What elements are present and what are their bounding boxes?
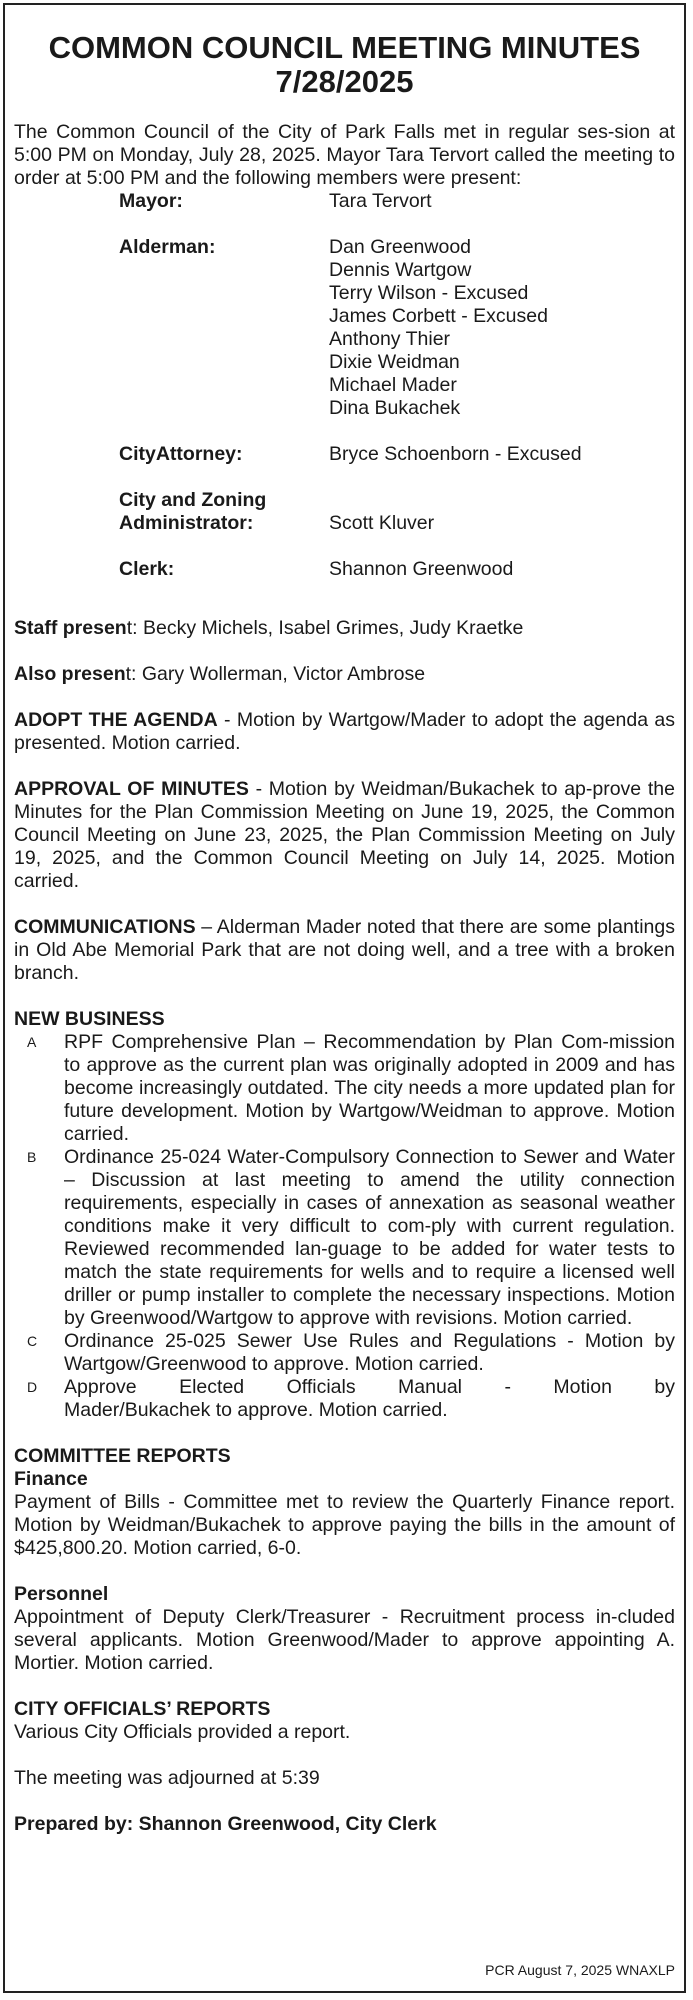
- item-text: Ordinance 25-025 Sewer Use Rules and Regulations - Motion by Wartgow/Greenwood to approve. Motion carried.: [64, 1330, 675, 1375]
- city-officials-text: Various City Officials provided a report.: [14, 1721, 351, 1743]
- also-present: [14, 663, 675, 686]
- roster-value: Dixie Weidman: [329, 351, 460, 373]
- list-item: [14, 1376, 675, 1422]
- committee-reports-heading: COMMITTEE REPORTS: [14, 1445, 231, 1467]
- roster-row-clerk: [119, 558, 675, 581]
- roster-row-city-attorney: [119, 443, 675, 466]
- roster-label: CityAttorney:: [119, 443, 243, 465]
- personnel-heading: Personnel: [14, 1583, 109, 1605]
- attendance-roster: [119, 190, 675, 581]
- roster-value: Dennis Wartgow: [329, 259, 472, 281]
- also-label: Also presen: [14, 663, 126, 685]
- roster-value: Anthony Thier: [329, 328, 451, 350]
- also-label-suffix: t:: [125, 663, 142, 685]
- roster-value: Dan Greenwood: [329, 236, 472, 258]
- staff-present: [14, 617, 675, 640]
- finance-text: Payment of Bills - Committee met to review the Quarterly Finance report. Motion by Weidman/Bukachek to approve paying the bills in the amount of $425,800.20. Motion carried, 6-0.: [14, 1491, 675, 1559]
- roster-row-mayor: [119, 190, 675, 213]
- section-heading: COMMUNICATIONS: [14, 916, 196, 938]
- title-line-1: COMMON COUNCIL MEETING MINUTES: [48, 30, 641, 65]
- title-date: 7/28/2025: [275, 64, 414, 99]
- roster-value: Shannon Greenwood: [329, 558, 514, 580]
- publication-footer: PCR August 7, 2025 WNAXLP: [485, 1962, 675, 1978]
- section-heading: APPROVAL OF MINUTES: [14, 778, 249, 800]
- roster-values: [329, 489, 675, 535]
- roster-values: [329, 443, 675, 466]
- roster-label: Alderman:: [119, 236, 216, 258]
- item-letter: D: [27, 1379, 38, 1395]
- list-item: [14, 1031, 675, 1146]
- adopt-agenda-section: [14, 709, 675, 755]
- roster-row-alderman: [119, 236, 675, 420]
- roster-row-zoning-administrator: [119, 489, 675, 535]
- page-title: [14, 31, 675, 99]
- item-text-line: Approve Elected Officials Manual - Motion by: [64, 1376, 675, 1398]
- section-text: - Motion by Weidman/Bukachek to ap-prove the Minutes for the Plan Commission Meeting on June 19, 2025, the Common Council Meeting on June 23, 2025, the Plan Commission Meeting on July 19, 2025, and the Common Council Meeting on July 14, 2025. Motion carried.: [14, 778, 675, 892]
- staff-names: Becky Michels, Isabel Grimes, Judy Kraetke: [142, 617, 524, 639]
- item-letter: A: [27, 1034, 37, 1050]
- roster-value: Bryce Schoenborn - Excused: [329, 443, 582, 465]
- item-letter: B: [27, 1149, 37, 1165]
- roster-value: Michael Mader: [329, 374, 457, 396]
- approval-minutes-section: [14, 778, 675, 893]
- roster-label: Clerk:: [119, 558, 175, 580]
- list-item: [14, 1146, 675, 1330]
- section-heading: ADOPT THE AGENDA: [14, 709, 218, 731]
- city-officials-heading: CITY OFFICIALS’ REPORTS: [14, 1698, 271, 1720]
- personnel-text: Appointment of Deputy Clerk/Treasurer - Recruitment process in-cluded several applicants. Motion Greenwood/Mader to approve appointing A. Mortier. Motion carried.: [14, 1606, 675, 1674]
- communications-section: [14, 916, 675, 985]
- section-text: – Alderman Mader noted that there are some plantings in Old Abe Memorial Park that are not doing well, and a tree with a broken branch.: [14, 916, 675, 984]
- list-item: [14, 1330, 675, 1376]
- roster-label: Mayor:: [119, 190, 183, 212]
- prepared-by: Prepared by: Shannon Greenwood, City Clerk: [14, 1813, 437, 1835]
- staff-label: Staff presen: [14, 617, 127, 639]
- staff-label-suffix: t:: [126, 617, 143, 639]
- new-business-list: [14, 1031, 675, 1422]
- roster-label-line: Administrator:: [119, 512, 254, 534]
- finance-heading: Finance: [14, 1468, 88, 1490]
- item-text: [64, 1376, 675, 1422]
- roster-values: [329, 236, 675, 420]
- roster-value: Terry Wilson - Excused: [329, 282, 529, 304]
- section-text: - Motion by Wartgow/Mader to adopt the agenda as presented. Motion carried.: [14, 709, 675, 754]
- document-frame: [3, 3, 686, 1993]
- adjourned-text: The meeting was adjourned at 5:39: [14, 1767, 320, 1789]
- intro-paragraph: The Common Council of the City of Park Falls met in regular ses-sion at 5:00 PM on Monday, July 28, 2025. Mayor Tara Tervort called the meeting to order at 5:00 PM and the following members were present:: [14, 121, 675, 189]
- item-letter: C: [27, 1333, 38, 1349]
- new-business-heading: NEW BUSINESS: [14, 1008, 165, 1030]
- roster-label: [119, 489, 329, 535]
- roster-values: [329, 190, 675, 213]
- roster-value: Dina Bukachek: [329, 397, 461, 419]
- roster-values: [329, 558, 675, 581]
- roster-value: James Corbett - Excused: [329, 305, 548, 327]
- roster-value: Scott Kluver: [329, 512, 435, 534]
- item-text: RPF Comprehensive Plan – Recommendation by Plan Com-mission to approve as the current plan was originally adopted in 2009 and has become increasingly outdated. The city needs a more updated plan for future development. Motion by Wartgow/Weidman to approve. Motion carried.: [64, 1031, 675, 1145]
- roster-label-line: City and Zoning: [119, 489, 267, 511]
- item-text: Ordinance 25-024 Water-Compulsory Connection to Sewer and Water – Discussion at last meeting to amend the utility connection requirements, especially in cases of annexation as seasonal weather conditions make it very difficult to com-ply with current regulation. Reviewed recommended lan-guage to be added for water tests to match the state requirements for wells and to require a licensed well driller or pump installer to complete the necessary inspections. Motion by Greenwood/Wartgow to approve with revisions. Motion carried.: [64, 1146, 675, 1329]
- item-text-line: Mader/Bukachek to approve. Motion carried.: [64, 1399, 448, 1421]
- also-names: Gary Wollerman, Victor Ambrose: [141, 663, 426, 685]
- roster-value: Tara Tervort: [329, 190, 432, 212]
